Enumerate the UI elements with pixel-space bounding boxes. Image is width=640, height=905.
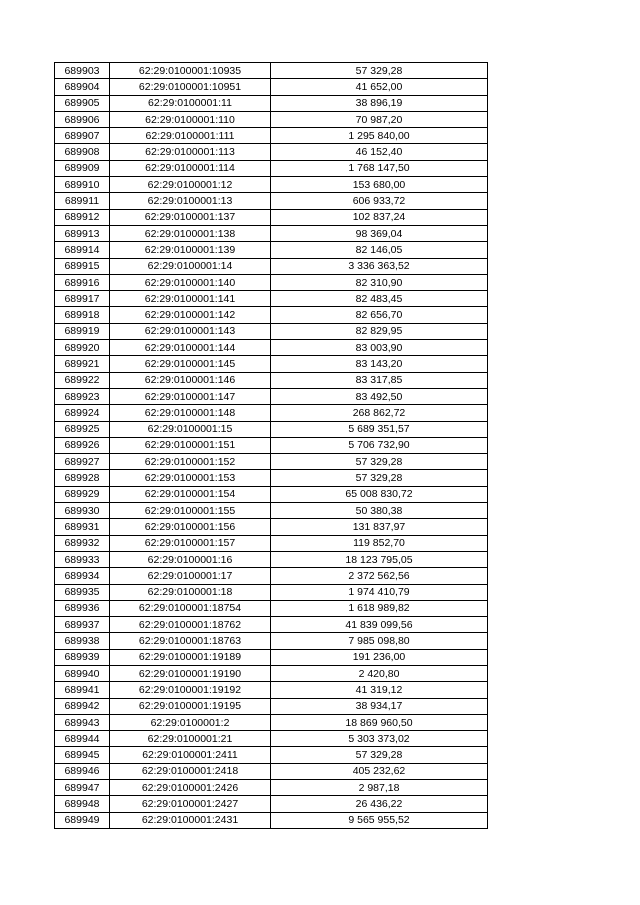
table-row xyxy=(55,649,488,665)
cell-row-number: 689919 xyxy=(55,323,110,339)
cell-value: 1 768 147,50 xyxy=(271,160,488,176)
cell-value: 5 303 373,02 xyxy=(271,731,488,747)
table-row xyxy=(55,111,488,127)
cell-row-number: 689912 xyxy=(55,209,110,225)
table-row xyxy=(55,356,488,372)
cell-cadastral-number: 62:29:0100001:155 xyxy=(110,503,271,519)
cell-row-number: 689925 xyxy=(55,421,110,437)
cell-value: 9 565 955,52 xyxy=(271,812,488,828)
table-row xyxy=(55,780,488,796)
cell-cadastral-number: 62:29:0100001:144 xyxy=(110,340,271,356)
table-row xyxy=(55,291,488,307)
cell-value: 38 934,17 xyxy=(271,698,488,714)
cell-value: 41 319,12 xyxy=(271,682,488,698)
cell-cadastral-number: 62:29:0100001:18 xyxy=(110,584,271,600)
cell-cadastral-number: 62:29:0100001:110 xyxy=(110,111,271,127)
cell-value: 18 869 960,50 xyxy=(271,714,488,730)
cell-row-number: 689929 xyxy=(55,486,110,502)
cell-cadastral-number: 62:29:0100001:152 xyxy=(110,454,271,470)
cell-row-number: 689907 xyxy=(55,128,110,144)
cell-cadastral-number: 62:29:0100001:147 xyxy=(110,388,271,404)
cell-cadastral-number: 62:29:0100001:145 xyxy=(110,356,271,372)
cell-cadastral-number: 62:29:0100001:12 xyxy=(110,177,271,193)
cell-value: 7 985 098,80 xyxy=(271,633,488,649)
cell-value: 98 369,04 xyxy=(271,225,488,241)
table-row xyxy=(55,128,488,144)
cell-row-number: 689909 xyxy=(55,160,110,176)
table-row xyxy=(55,323,488,339)
table-row xyxy=(55,372,488,388)
table-row xyxy=(55,307,488,323)
cell-row-number: 689911 xyxy=(55,193,110,209)
cell-row-number: 689918 xyxy=(55,307,110,323)
cell-cadastral-number: 62:29:0100001:19195 xyxy=(110,698,271,714)
cell-cadastral-number: 62:29:0100001:14 xyxy=(110,258,271,274)
cell-value: 83 143,20 xyxy=(271,356,488,372)
cell-cadastral-number: 62:29:0100001:2426 xyxy=(110,780,271,796)
table-row xyxy=(55,503,488,519)
cell-cadastral-number: 62:29:0100001:10951 xyxy=(110,79,271,95)
cell-value: 57 329,28 xyxy=(271,470,488,486)
cell-value: 50 380,38 xyxy=(271,503,488,519)
cell-value: 119 852,70 xyxy=(271,535,488,551)
table-row xyxy=(55,584,488,600)
cell-row-number: 689947 xyxy=(55,780,110,796)
cell-cadastral-number: 62:29:0100001:15 xyxy=(110,421,271,437)
cell-row-number: 689910 xyxy=(55,177,110,193)
cell-value: 57 329,28 xyxy=(271,747,488,763)
cell-value: 83 003,90 xyxy=(271,340,488,356)
table-row xyxy=(55,209,488,225)
table-row xyxy=(55,796,488,812)
cell-row-number: 689921 xyxy=(55,356,110,372)
cell-cadastral-number: 62:29:0100001:143 xyxy=(110,323,271,339)
cell-cadastral-number: 62:29:0100001:17 xyxy=(110,568,271,584)
table-row xyxy=(55,388,488,404)
cell-value: 83 317,85 xyxy=(271,372,488,388)
cell-cadastral-number: 62:29:0100001:156 xyxy=(110,519,271,535)
table-row xyxy=(55,600,488,616)
cell-row-number: 689905 xyxy=(55,95,110,111)
cell-row-number: 689932 xyxy=(55,535,110,551)
cell-value: 46 152,40 xyxy=(271,144,488,160)
cell-value: 26 436,22 xyxy=(271,796,488,812)
cell-row-number: 689930 xyxy=(55,503,110,519)
cell-row-number: 689913 xyxy=(55,225,110,241)
table-row xyxy=(55,714,488,730)
table-row xyxy=(55,731,488,747)
cell-cadastral-number: 62:29:0100001:142 xyxy=(110,307,271,323)
cell-row-number: 689940 xyxy=(55,665,110,681)
cell-value: 41 652,00 xyxy=(271,79,488,95)
cell-row-number: 689916 xyxy=(55,274,110,290)
cell-value: 1 618 989,82 xyxy=(271,600,488,616)
cell-cadastral-number: 62:29:0100001:2431 xyxy=(110,812,271,828)
cell-cadastral-number: 62:29:0100001:18763 xyxy=(110,633,271,649)
cell-value: 191 236,00 xyxy=(271,649,488,665)
cell-cadastral-number: 62:29:0100001:157 xyxy=(110,535,271,551)
cell-cadastral-number: 62:29:0100001:10935 xyxy=(110,63,271,79)
cell-row-number: 689949 xyxy=(55,812,110,828)
cell-value: 82 146,05 xyxy=(271,242,488,258)
table-row xyxy=(55,665,488,681)
table-row xyxy=(55,63,488,79)
cell-row-number: 689922 xyxy=(55,372,110,388)
cell-cadastral-number: 62:29:0100001:153 xyxy=(110,470,271,486)
table-row xyxy=(55,160,488,176)
cell-value: 5 689 351,57 xyxy=(271,421,488,437)
table-row xyxy=(55,177,488,193)
cell-cadastral-number: 62:29:0100001:19189 xyxy=(110,649,271,665)
table-row xyxy=(55,95,488,111)
cell-row-number: 689946 xyxy=(55,763,110,779)
cell-cadastral-number: 62:29:0100001:146 xyxy=(110,372,271,388)
cell-value: 2 372 562,56 xyxy=(271,568,488,584)
cell-cadastral-number: 62:29:0100001:137 xyxy=(110,209,271,225)
table-row xyxy=(55,340,488,356)
cell-cadastral-number: 62:29:0100001:113 xyxy=(110,144,271,160)
cell-row-number: 689935 xyxy=(55,584,110,600)
cell-value: 3 336 363,52 xyxy=(271,258,488,274)
cell-cadastral-number: 62:29:0100001:19192 xyxy=(110,682,271,698)
cell-row-number: 689928 xyxy=(55,470,110,486)
cell-row-number: 689941 xyxy=(55,682,110,698)
cell-value: 82 310,90 xyxy=(271,274,488,290)
cell-row-number: 689939 xyxy=(55,649,110,665)
cell-row-number: 689944 xyxy=(55,731,110,747)
cell-cadastral-number: 62:29:0100001:16 xyxy=(110,551,271,567)
table-row xyxy=(55,519,488,535)
cell-row-number: 689926 xyxy=(55,437,110,453)
cell-cadastral-number: 62:29:0100001:151 xyxy=(110,437,271,453)
cell-value: 102 837,24 xyxy=(271,209,488,225)
cell-value: 268 862,72 xyxy=(271,405,488,421)
cell-cadastral-number: 62:29:0100001:2418 xyxy=(110,763,271,779)
cell-value: 153 680,00 xyxy=(271,177,488,193)
cell-cadastral-number: 62:29:0100001:154 xyxy=(110,486,271,502)
table-row xyxy=(55,274,488,290)
cell-value: 57 329,28 xyxy=(271,454,488,470)
cell-value: 38 896,19 xyxy=(271,95,488,111)
table-row xyxy=(55,568,488,584)
cell-value: 405 232,62 xyxy=(271,763,488,779)
cell-value: 2 420,80 xyxy=(271,665,488,681)
table-row xyxy=(55,242,488,258)
cell-value: 18 123 795,05 xyxy=(271,551,488,567)
cell-row-number: 689934 xyxy=(55,568,110,584)
cell-value: 65 008 830,72 xyxy=(271,486,488,502)
table-row xyxy=(55,812,488,828)
table-row xyxy=(55,193,488,209)
cell-row-number: 689938 xyxy=(55,633,110,649)
table-row xyxy=(55,470,488,486)
cell-row-number: 689917 xyxy=(55,291,110,307)
cell-row-number: 689942 xyxy=(55,698,110,714)
cell-value: 57 329,28 xyxy=(271,63,488,79)
cell-value: 82 656,70 xyxy=(271,307,488,323)
cell-cadastral-number: 62:29:0100001:18762 xyxy=(110,617,271,633)
cell-value: 83 492,50 xyxy=(271,388,488,404)
table-row xyxy=(55,535,488,551)
table-row xyxy=(55,225,488,241)
cell-cadastral-number: 62:29:0100001:138 xyxy=(110,225,271,241)
cell-cadastral-number: 62:29:0100001:2411 xyxy=(110,747,271,763)
cell-value: 1 974 410,79 xyxy=(271,584,488,600)
cell-cadastral-number: 62:29:0100001:111 xyxy=(110,128,271,144)
cell-cadastral-number: 62:29:0100001:13 xyxy=(110,193,271,209)
cadastral-value-table xyxy=(54,62,488,829)
table-row xyxy=(55,633,488,649)
cell-row-number: 689945 xyxy=(55,747,110,763)
cell-cadastral-number: 62:29:0100001:140 xyxy=(110,274,271,290)
cell-cadastral-number: 62:29:0100001:141 xyxy=(110,291,271,307)
cell-cadastral-number: 62:29:0100001:114 xyxy=(110,160,271,176)
cell-value: 131 837,97 xyxy=(271,519,488,535)
cell-cadastral-number: 62:29:0100001:2427 xyxy=(110,796,271,812)
cell-row-number: 689927 xyxy=(55,454,110,470)
cell-row-number: 689924 xyxy=(55,405,110,421)
cell-row-number: 689937 xyxy=(55,617,110,633)
table-row xyxy=(55,698,488,714)
cell-value: 2 987,18 xyxy=(271,780,488,796)
cell-cadastral-number: 62:29:0100001:148 xyxy=(110,405,271,421)
cell-row-number: 689903 xyxy=(55,63,110,79)
table-row xyxy=(55,747,488,763)
cell-cadastral-number: 62:29:0100001:11 xyxy=(110,95,271,111)
cell-value: 606 933,72 xyxy=(271,193,488,209)
cell-row-number: 689931 xyxy=(55,519,110,535)
cell-row-number: 689923 xyxy=(55,388,110,404)
cell-row-number: 689908 xyxy=(55,144,110,160)
cell-value: 1 295 840,00 xyxy=(271,128,488,144)
table-row xyxy=(55,437,488,453)
cell-value: 5 706 732,90 xyxy=(271,437,488,453)
cell-row-number: 689943 xyxy=(55,714,110,730)
cell-row-number: 689933 xyxy=(55,551,110,567)
cell-row-number: 689904 xyxy=(55,79,110,95)
cell-value: 82 829,95 xyxy=(271,323,488,339)
table-row xyxy=(55,405,488,421)
table-row xyxy=(55,421,488,437)
cell-cadastral-number: 62:29:0100001:2 xyxy=(110,714,271,730)
table-row xyxy=(55,682,488,698)
table-row xyxy=(55,763,488,779)
cell-row-number: 689920 xyxy=(55,340,110,356)
cell-row-number: 689914 xyxy=(55,242,110,258)
cell-row-number: 689948 xyxy=(55,796,110,812)
cell-cadastral-number: 62:29:0100001:139 xyxy=(110,242,271,258)
table-body xyxy=(55,63,488,829)
table-row xyxy=(55,551,488,567)
cell-row-number: 689906 xyxy=(55,111,110,127)
table-row xyxy=(55,486,488,502)
cell-row-number: 689936 xyxy=(55,600,110,616)
cell-cadastral-number: 62:29:0100001:19190 xyxy=(110,665,271,681)
cell-value: 82 483,45 xyxy=(271,291,488,307)
table-row xyxy=(55,79,488,95)
cell-cadastral-number: 62:29:0100001:18754 xyxy=(110,600,271,616)
table-row xyxy=(55,617,488,633)
table-row xyxy=(55,258,488,274)
table-row xyxy=(55,454,488,470)
cell-value: 70 987,20 xyxy=(271,111,488,127)
table-row xyxy=(55,144,488,160)
cell-cadastral-number: 62:29:0100001:21 xyxy=(110,731,271,747)
cell-value: 41 839 099,56 xyxy=(271,617,488,633)
cell-row-number: 689915 xyxy=(55,258,110,274)
